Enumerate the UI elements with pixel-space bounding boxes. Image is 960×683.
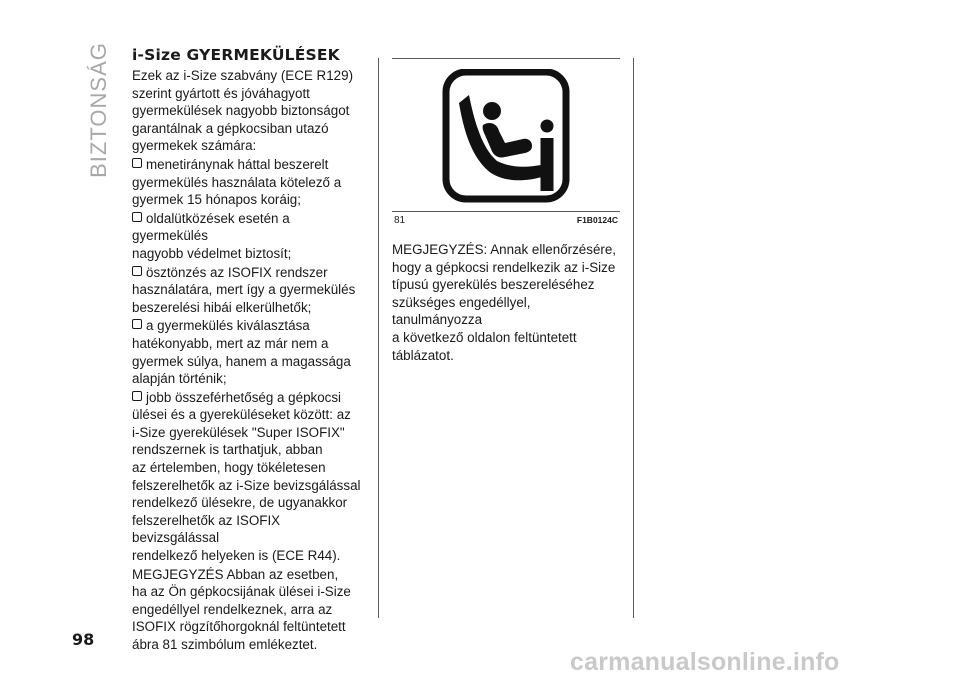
checkbox-bullet-icon: [132, 266, 142, 276]
figure-bottom-rule: [392, 211, 620, 212]
checkbox-bullet-icon: [132, 319, 142, 329]
middle-column: [392, 58, 620, 364]
watermark: carmanualsonline.info: [570, 648, 840, 676]
note-paragraph: MEGJEGYZÉS Abban az esetben, ha az Ön gépkocsijának ülései i-Size engedéllyel rendelkeznek, arra az ISOFIX rögzítőhorgoknál feltüntetett ábra 81 szimbólum emlékeztet.: [132, 566, 351, 652]
figure: [392, 59, 620, 211]
checkbox-bullet-icon: [132, 158, 142, 168]
figure-number: 81: [394, 215, 406, 226]
section-heading: i-Size GYERMEKÜLÉSEK: [132, 46, 340, 64]
bullet-item: menetiránynak háttal beszerelt gyermekülés használata kötelező a gyermek 15 hónapos koráig;: [132, 156, 342, 208]
bullet-item: jobb összeférhetőség a gépkocsi ülései és a gyereküléseket között: az i-Size gyerekülések "Super ISOFIX" rendszernek is tarthatjuk, abban az értelemben, hogy tökéletesen felszerelhetők az i-Size bevizsgálással rendelkező ülésekre, de ugyanakkor felszerelhetők az ISOFIX bevizsgálással rendelkező helyeken is (ECE R44).: [132, 389, 361, 564]
section-tab-label: BIZTONSÁG: [86, 41, 112, 178]
left-column: [132, 46, 368, 654]
column-divider-right: [633, 58, 634, 618]
section-tab: [82, 42, 116, 177]
note-right-paragraph: MEGJEGYZÉS: Annak ellenőrzésére, hogy a gépkocsi rendelkezik az i-Size típusú gyerekülés beszereléséhez szükséges engedéllyel, tanulmányozza a következő oldalon feltüntetett táblázatot.: [392, 242, 617, 363]
figure-caption: [392, 215, 620, 226]
column-divider-left: [378, 58, 379, 618]
figure-code: F1B0124C: [576, 215, 618, 225]
bullet-item: ösztönzés az ISOFIX rendszer használatára, mert így a gyermekülés beszerelési hibái elkerülhetők;: [132, 264, 356, 315]
bullet-item: oldalütközések esetén a gyermekülés nagyobb védelmet biztosít;: [132, 210, 292, 261]
page-number: 98: [72, 630, 95, 649]
intro-paragraph: Ezek az i-Size szabvány (ECE R129) szerint gyártott és jóváhagyott gyermekülések nagyobb biztonságot garantálnak a gépkocsiban utazó gyermekek számára:: [132, 68, 354, 154]
checkbox-bullet-icon: [132, 212, 142, 222]
i-size-child-seat-icon: [441, 69, 571, 204]
checkbox-bullet-icon: [132, 391, 142, 401]
bullet-item: a gyermekülés kiválasztása hatékonyabb, mert az már nem a gyermek súlya, hanem a magassága alapján történik;: [132, 318, 351, 387]
